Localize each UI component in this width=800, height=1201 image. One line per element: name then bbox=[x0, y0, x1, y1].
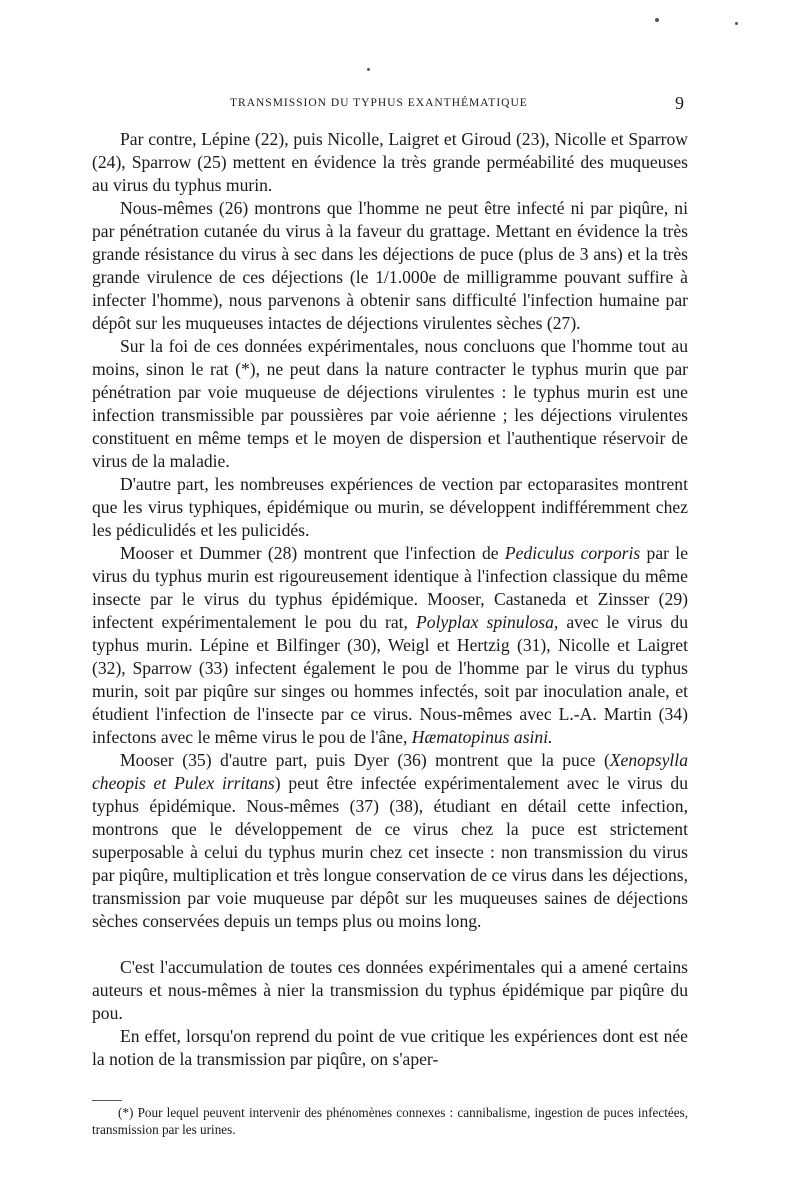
running-title: TRANSMISSION DU TYPHUS EXANTHÉMATIQUE bbox=[230, 97, 528, 109]
italic-term: Xenopsylla cheopis et Pulex irritans bbox=[92, 750, 688, 793]
paragraph-text: ) peut être infectée expérimentalement avec le virus du typhus épidémique. Nous-mêmes (37) (38), étudiant en détail cette infection, montrons que le développement de ce virus chez la puce est strictement superposable à celui du typhus murin chez cet insecte : non transmission du virus par piqûre, multiplication et très longue conservation de ce virus dans les déjections, transmission par voie muqueuse par dépôt sur les muqueuses saines de déjections sèches conservées depuis un temps plus ou moins long. bbox=[92, 773, 688, 931]
paragraph bbox=[92, 197, 688, 335]
footnote bbox=[92, 1104, 688, 1138]
paragraph bbox=[92, 956, 688, 1025]
footnote-mark: (*) bbox=[118, 1105, 134, 1120]
print-speck bbox=[655, 18, 659, 22]
paragraph-text: D'autre part, les nombreuses expériences de vection par ectoparasites montrent que les virus typhiques, épidémique ou murin, se développent indifféremment chez les pédiculidés et les pulicidés. bbox=[92, 474, 688, 540]
paragraph bbox=[92, 473, 688, 542]
footnote-text: Pour lequel peuvent intervenir des phénomènes connexes : cannibalisme, ingestion de puces infectées, transmission par les urines. bbox=[92, 1105, 688, 1137]
paragraph bbox=[92, 1025, 688, 1071]
paragraph bbox=[92, 335, 688, 473]
paragraph-text: avec le virus du typhus murin. Lépine et Bilfinger (30), Weigl et Hertzig (31), Nicolle et Laigret (32), Sparrow (33) infectent également le pou de l'homme par le virus du typhus murin, soit par piqûre sur singes ou hommes infectés, soit par inoculation anale, et étudient l'infection de l'insecte par ce virus. Nous-mêmes avec L.-A. Martin (34) infectons avec le même virus le pou de l'âne, bbox=[92, 612, 688, 747]
italic-term: Hæmatopinus asini. bbox=[411, 727, 553, 747]
footnote-divider bbox=[92, 1100, 122, 1101]
paragraph-text: C'est l'accumulation de toutes ces données expérimentales qui a amené certains auteurs et nous-mêmes à nier la transmission du typhus épidémique par piqûre du pou. bbox=[92, 957, 688, 1023]
paragraph-text: Mooser (35) d'autre part, puis Dyer (36) montrent que la puce ( bbox=[120, 750, 610, 770]
paragraph-text: par le virus du typhus murin est rigoureusement identique à l'infection classique du même insecte par le virus du typhus épidémique. Mooser, Castaneda et Zinsser (29) infectent expérimentalement le pou du rat, bbox=[92, 543, 688, 632]
print-speck bbox=[735, 22, 738, 25]
paragraph bbox=[92, 749, 688, 933]
paragraph-text: Nous-mêmes (26) montrons que l'homme ne peut être infecté ni par piqûre, ni par pénétration cutanée du virus à la faveur du grattage. Mettant en évidence la très grande résistance du virus à sec dans les déjections de puce (plus de 3 ans) et la très grande virulence de ces déjections (le 1/1.000e de milligramme pouvant suffire à infecter l'homme), nous parvenons à obtenir sans difficulté l'infection humaine par dépôt sur les muqueuses intactes de déjections virulentes sèches (27). bbox=[92, 198, 688, 333]
italic-term: Polyplax spinulosa, bbox=[415, 612, 559, 632]
paragraph-text: En effet, lorsqu'on reprend du point de vue critique les expériences dont est née la notion de la transmission par piqûre, on s'aper- bbox=[92, 1026, 688, 1069]
page-number: 9 bbox=[675, 93, 684, 113]
paragraph-text: Par contre, Lépine (22), puis Nicolle, Laigret et Giroud (23), Nicolle et Sparrow (24), Sparrow (25) mettent en évidence la très grande perméabilité des muqueuses au virus du typhus murin. bbox=[92, 129, 688, 195]
print-speck bbox=[367, 68, 370, 71]
paragraph-text: Mooser et Dummer (28) montrent que l'infection de bbox=[120, 543, 505, 563]
body-text bbox=[92, 128, 688, 1071]
italic-term: Pediculus corporis bbox=[504, 543, 641, 563]
paragraph-text: Sur la foi de ces données expérimentales, nous concluons que l'homme tout au moins, sinon le rat (*), ne peut dans la nature contracter le typhus murin que par pénétration par voie muqueuse de déjections virulentes : le typhus murin est une infection transmissible par poussières par voie aérienne ; les déjections virulentes constituent en même temps et le moyen de dispersion et l'authentique réservoir de virus de la maladie. bbox=[92, 336, 688, 471]
paragraph bbox=[92, 128, 688, 197]
paragraph bbox=[92, 542, 688, 749]
running-header bbox=[0, 93, 800, 117]
